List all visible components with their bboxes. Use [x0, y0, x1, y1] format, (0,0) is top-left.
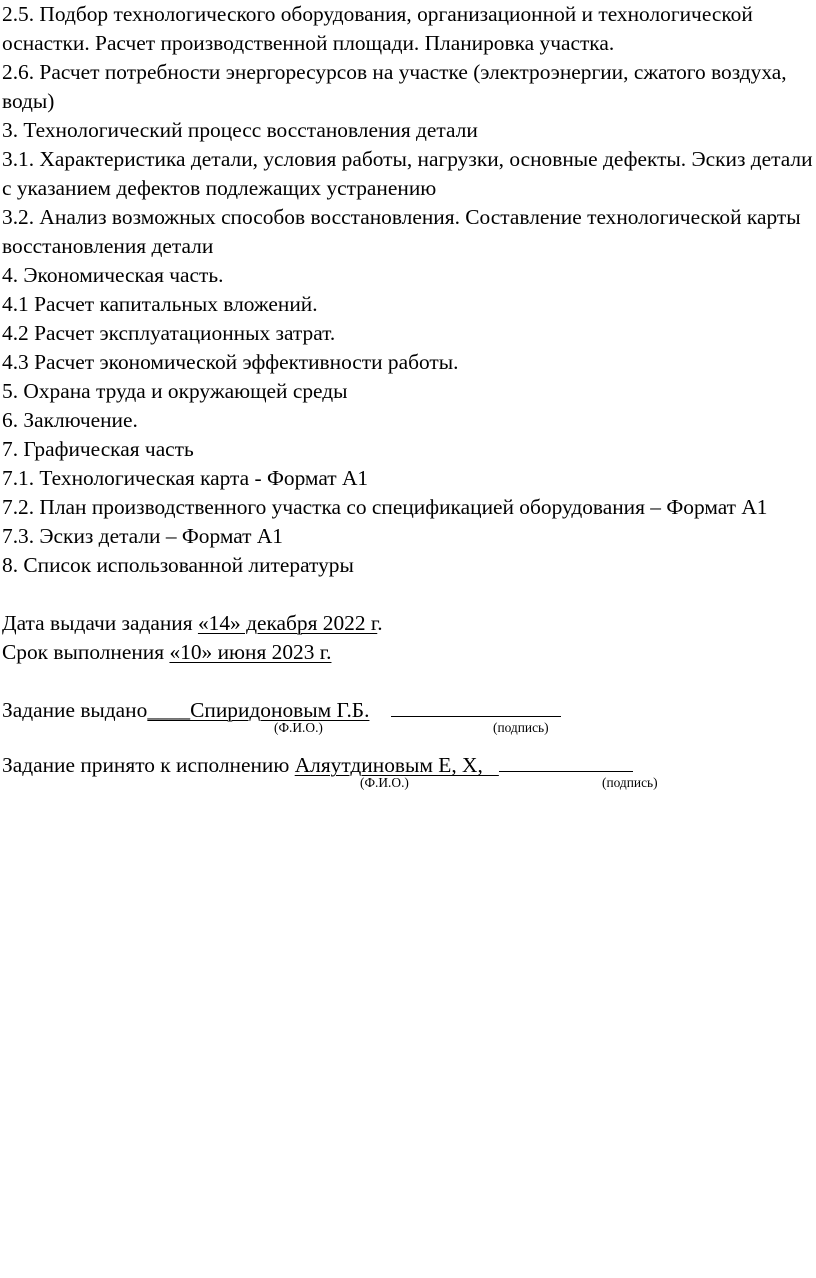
list-item: 2.6. Расчет потребности энергоресурсов на участке (электроэнергии, сжатого воздуха, воды) [2, 60, 787, 113]
list-item: 7.3. Эскиз детали – Формат А1 [2, 524, 284, 548]
list-item: 5. Охрана труда и окружающей среды [2, 379, 348, 403]
spacer [2, 580, 816, 609]
deadline-label: Срок выполнения [2, 640, 170, 664]
accepted-by-captions [2, 775, 816, 806]
list-item: 4.3 Расчет экономической эффективности работы. [2, 350, 459, 374]
list-item: 4.1 Расчет капитальных вложений. [2, 292, 318, 316]
spacer [2, 667, 816, 696]
issue-date-label: Дата выдачи задания [2, 611, 198, 635]
list-item: 3.2. Анализ возможных способов восстановления. Составление технологической карты восстановления детали [2, 205, 801, 258]
list-item: 4.2 Расчет эксплуатационных затрат. [2, 321, 336, 345]
issue-date-suffix: . [377, 611, 383, 635]
list-item: 4. Экономическая часть. [2, 263, 224, 287]
list-item: 3.1. Характеристика детали, условия работы, нагрузки, основные дефекты. Эскиз детали с указанием дефектов подлежащих устранению [2, 147, 813, 200]
accepted-by-label: Задание принято к исполнению [2, 753, 295, 777]
issued-by-name: ____Спиридоновым Г.Б. [147, 698, 370, 722]
list-item: 3. Технологический процесс восстановления детали [2, 118, 478, 142]
issued-by-line [2, 696, 816, 725]
deadline-line [2, 638, 816, 667]
accepted-by-fio-caption: (Ф.И.О.) [360, 775, 409, 790]
list-item: 7. Графическая часть [2, 437, 194, 461]
issued-by-fio-caption: (Ф.И.О.) [274, 720, 323, 735]
issued-by-sign-caption: (подпись) [493, 720, 549, 735]
issued-by-signature-line [391, 698, 561, 717]
accepted-by-name: Аляутдиновым Е, Х, [294, 753, 499, 777]
issue-date-value: «14» декабря 2022 г [197, 611, 378, 635]
issue-date-line [2, 609, 816, 638]
list-item: 8. Список использованной литературы [2, 553, 354, 577]
deadline-value: «10» июня 2023 г. [169, 640, 332, 664]
list-item: 6. Заключение. [2, 408, 138, 432]
accepted-by-sign-caption: (подпись) [602, 775, 658, 790]
contents-list [2, 0, 816, 580]
list-item: 7.2. План производственного участка со спецификацией оборудования – Формат А1 [2, 495, 768, 519]
issued-by-label: Задание выдано [2, 698, 148, 722]
accepted-by-line [2, 751, 816, 780]
accepted-by-signature-line [499, 753, 633, 772]
list-item: 2.5. Подбор технологического оборудования, организационной и технологической оснастки. Расчет производственной площади. Планировка участка. [2, 2, 753, 55]
list-item: 7.1. Технологическая карта - Формат А1 [2, 466, 369, 490]
issued-by-captions [2, 720, 816, 751]
